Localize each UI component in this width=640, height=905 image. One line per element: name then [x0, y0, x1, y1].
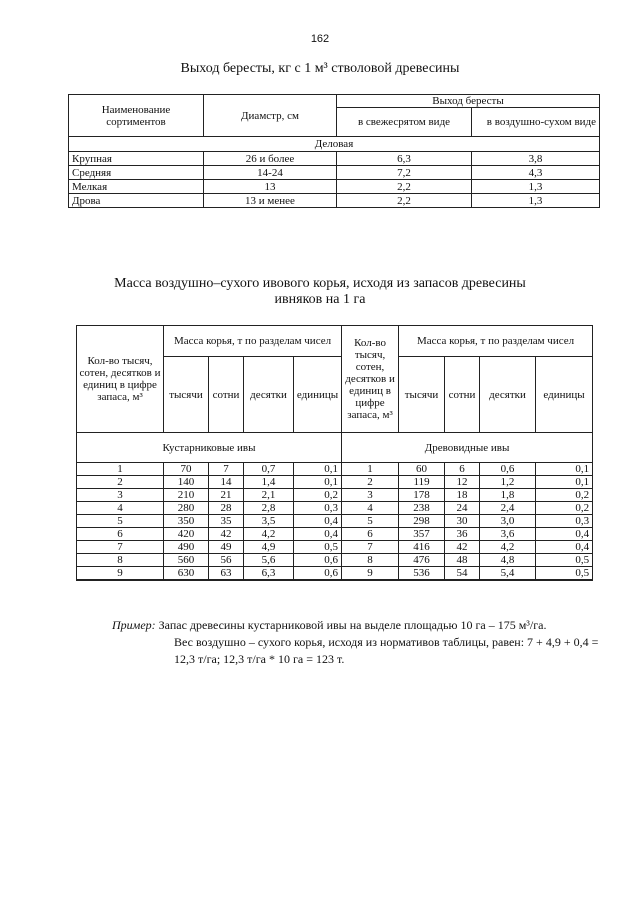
sub-right-1: сотни	[445, 357, 480, 433]
table-cell: 2	[77, 476, 164, 489]
table-cell: 30	[445, 515, 480, 528]
table-cell: 54	[445, 567, 480, 581]
table-cell: 357	[399, 528, 445, 541]
table2-title-line1: Масса воздушно–сухого ивового корья, исходя из запасов древесины	[114, 276, 526, 291]
table-cell: 0,4	[536, 541, 593, 554]
table-cell: 2,1	[244, 489, 294, 502]
table-cell: 13 и менее	[204, 194, 337, 208]
table-cell: 2	[342, 476, 399, 489]
table-cell: 7,2	[337, 166, 472, 180]
table-cell: 0,1	[294, 476, 342, 489]
table-cell: 1,3	[472, 194, 600, 208]
table-cell: 14-24	[204, 166, 337, 180]
table-cell: 26 и более	[204, 152, 337, 166]
table-row	[69, 180, 600, 194]
table-cell: 60	[399, 463, 445, 476]
table-row	[69, 194, 600, 208]
table-cell: 416	[399, 541, 445, 554]
table-cell: 6	[445, 463, 480, 476]
table-cell: 21	[209, 489, 244, 502]
header-name: Наименование сортиментов	[69, 95, 204, 137]
willow-bark-table	[76, 325, 593, 581]
table-row	[77, 489, 593, 502]
header-diameter: Диамстр, см	[204, 95, 337, 137]
table-cell: Средняя	[69, 166, 204, 180]
table-cell: 0,6	[294, 554, 342, 567]
table-row	[77, 567, 593, 581]
table-row	[77, 476, 593, 489]
table-cell: 476	[399, 554, 445, 567]
table-cell: 0,4	[294, 515, 342, 528]
table-cell: Крупная	[69, 152, 204, 166]
table-row	[77, 502, 593, 515]
table-cell: 140	[164, 476, 209, 489]
table-cell: 0,5	[294, 541, 342, 554]
table-cell: 5	[342, 515, 399, 528]
table2-title	[0, 276, 640, 308]
table-cell: 2,8	[244, 502, 294, 515]
table-cell: 280	[164, 502, 209, 515]
table-cell: 560	[164, 554, 209, 567]
table-cell: 3	[342, 489, 399, 502]
table-cell: 6,3	[244, 567, 294, 581]
table-row	[69, 166, 600, 180]
table-cell: 48	[445, 554, 480, 567]
table-cell: 0,5	[536, 567, 593, 581]
table-cell: 12	[445, 476, 480, 489]
table-row	[77, 528, 593, 541]
table-row	[77, 541, 593, 554]
sub-right-3: единицы	[536, 357, 593, 433]
table-cell: 2,4	[480, 502, 536, 515]
table-cell: 3,6	[480, 528, 536, 541]
table-cell: Мелкая	[69, 180, 204, 194]
table-cell: 1	[342, 463, 399, 476]
header-qty-left: Кол-во тысяч, сотен, десятков и единиц в цифре запаса, м³	[77, 326, 164, 433]
table-cell: 1,8	[480, 489, 536, 502]
sub-left-2: десятки	[244, 357, 294, 433]
table-cell: 5	[77, 515, 164, 528]
table-cell: 4,2	[244, 528, 294, 541]
table-cell: 4,3	[472, 166, 600, 180]
table-cell: 42	[209, 528, 244, 541]
example-text1: Запас древесины кустарниковой ивы на выделе площадью 10 га – 175 м³/га.	[158, 618, 547, 632]
table-cell: 6	[342, 528, 399, 541]
table-cell: 0,4	[294, 528, 342, 541]
section-tree: Древовидные ивы	[342, 433, 593, 463]
table-cell: 4	[77, 502, 164, 515]
table1-title: Выход бересты, кг с 1 м³ стволовой древесины	[180, 61, 460, 76]
sub-left-0: тысячи	[164, 357, 209, 433]
table-cell: 4,2	[480, 541, 536, 554]
table-cell: 0,3	[294, 502, 342, 515]
table-cell: 14	[209, 476, 244, 489]
sub-left-3: единицы	[294, 357, 342, 433]
table-cell: 298	[399, 515, 445, 528]
table-cell: 119	[399, 476, 445, 489]
table-cell: 0,2	[294, 489, 342, 502]
table-cell: 490	[164, 541, 209, 554]
table-cell: 1,4	[244, 476, 294, 489]
table-cell: 6	[77, 528, 164, 541]
table-cell: 4,9	[244, 541, 294, 554]
table-cell: 42	[445, 541, 480, 554]
table-cell: 49	[209, 541, 244, 554]
table-cell: 8	[342, 554, 399, 567]
table-cell: 0,4	[536, 528, 593, 541]
table-cell: 210	[164, 489, 209, 502]
table-cell: 56	[209, 554, 244, 567]
table-cell: 5,6	[244, 554, 294, 567]
sub-right-0: тысячи	[399, 357, 445, 433]
header-qty-right: Кол-во тысяч, сотен, десятков и единиц в цифре запаса, м³	[342, 326, 399, 433]
table-cell: 0,6	[294, 567, 342, 581]
table-cell: 0,1	[536, 463, 593, 476]
table-cell: 36	[445, 528, 480, 541]
table-cell: Дрова	[69, 194, 204, 208]
table-cell: 0,7	[244, 463, 294, 476]
example-text2: Вес воздушно – сухого корья, исходя из нормативов таблицы, равен: 7 + 4,9 + 0,4 = 12,3 т/га; 12,3 т/га * 10 га = 123 т.	[174, 635, 599, 666]
table-cell: 2,2	[337, 180, 472, 194]
table-cell: 24	[445, 502, 480, 515]
sub-left-1: сотни	[209, 357, 244, 433]
table-cell: 3	[77, 489, 164, 502]
table-cell: 6,3	[337, 152, 472, 166]
table-cell: 5,4	[480, 567, 536, 581]
table-cell: 420	[164, 528, 209, 541]
header-mass-right: Масса корья, т по разделам чисел	[399, 326, 593, 357]
table-cell: 7	[342, 541, 399, 554]
table-row	[77, 554, 593, 567]
header-output: Выход бересты	[337, 95, 600, 108]
table-cell: 7	[77, 541, 164, 554]
table-cell: 35	[209, 515, 244, 528]
table-cell: 7	[209, 463, 244, 476]
example-note	[112, 617, 610, 668]
header-mass-left: Масса корья, т по разделам чисел	[164, 326, 342, 357]
table-cell: 178	[399, 489, 445, 502]
table-cell: 0,1	[294, 463, 342, 476]
table-cell: 238	[399, 502, 445, 515]
table-cell: 4,8	[480, 554, 536, 567]
header-fresh: в свежесрятом виде	[337, 108, 472, 137]
table-cell: 0,2	[536, 489, 593, 502]
table-cell: 4	[342, 502, 399, 515]
section-label: Деловая	[69, 137, 600, 152]
section-shrub: Кустарниковые ивы	[77, 433, 342, 463]
table-cell: 63	[209, 567, 244, 581]
table-cell: 1,2	[480, 476, 536, 489]
table-cell: 0,1	[536, 476, 593, 489]
sub-right-2: десятки	[480, 357, 536, 433]
table-cell: 0,2	[536, 502, 593, 515]
table-cell: 0,3	[536, 515, 593, 528]
table-cell: 1	[77, 463, 164, 476]
example-lead: Пример:	[112, 618, 156, 632]
table2-title-line2: ивняков на 1 га	[274, 292, 366, 307]
table-cell: 9	[342, 567, 399, 581]
table-cell: 1,3	[472, 180, 600, 194]
table-cell: 18	[445, 489, 480, 502]
table-cell: 2,2	[337, 194, 472, 208]
table-cell: 3,8	[472, 152, 600, 166]
table-cell: 28	[209, 502, 244, 515]
table-cell: 9	[77, 567, 164, 581]
table-cell: 630	[164, 567, 209, 581]
page-number: 162	[310, 33, 330, 45]
table-cell: 536	[399, 567, 445, 581]
birch-bark-table	[68, 94, 600, 208]
table-cell: 3,0	[480, 515, 536, 528]
table-cell: 350	[164, 515, 209, 528]
table-row	[77, 463, 593, 476]
table-cell: 0,6	[480, 463, 536, 476]
table-cell: 13	[204, 180, 337, 194]
table-cell: 0,5	[536, 554, 593, 567]
table-cell: 8	[77, 554, 164, 567]
table-cell: 70	[164, 463, 209, 476]
table-row	[69, 152, 600, 166]
table-cell: 3,5	[244, 515, 294, 528]
table-row	[77, 515, 593, 528]
header-dry: в воздушно-сухом виде	[472, 108, 600, 137]
